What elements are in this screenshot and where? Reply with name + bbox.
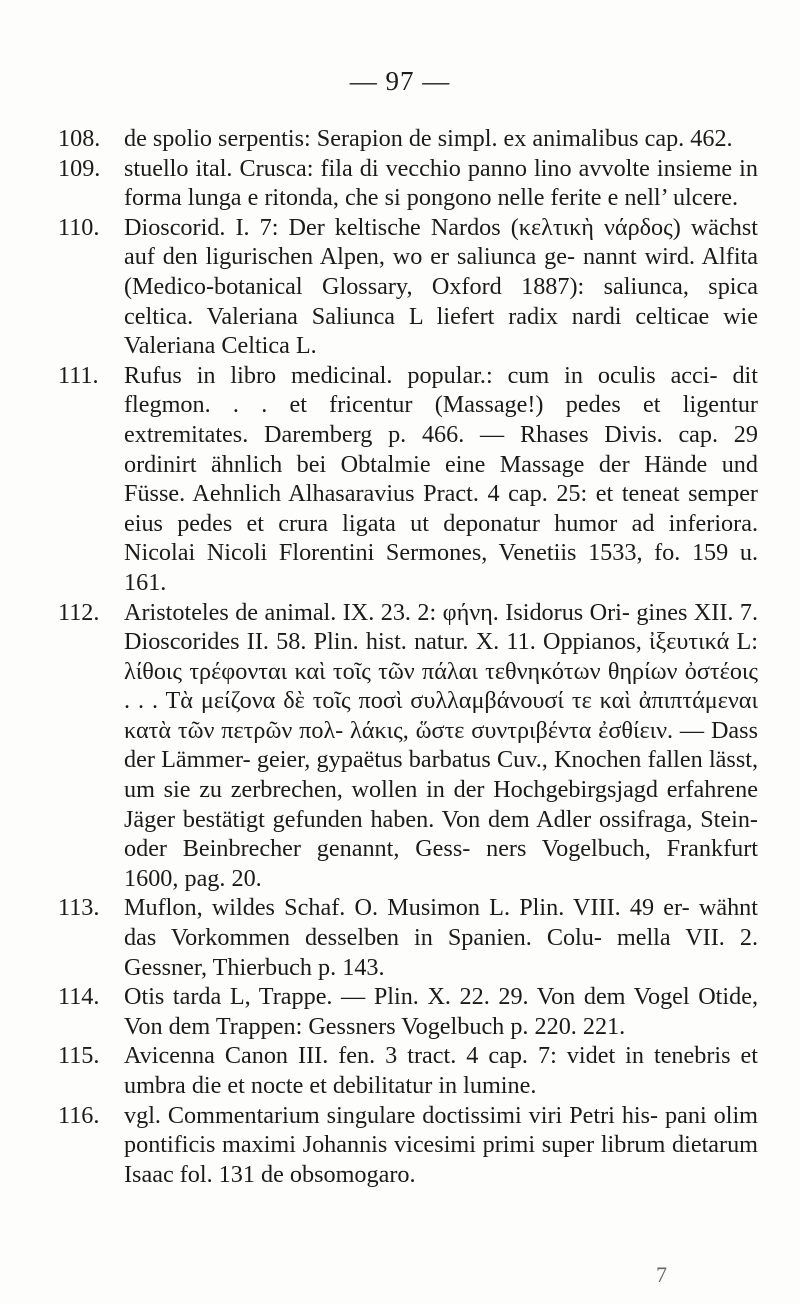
note-text: Aristoteles de animal. IX. 23. 2: φήνη. Isidorus Ori- gines XII. 7. Dioscorides II. 58. Plin. hist. natur. X. 11. Oppianos, ἰξευτικά L: λίθοις τρέφονται καὶ τοῖς τῶν πάλαι τεθνηκότων θηρίων ὀστέοις . . . Τὰ μείζονα δὲ τοῖς ποσὶ συλλαμβάνουσί τε καὶ ἀπιπτάμεναι κατὰ τῶν πετρῶν πολ- λάκις, ὥστε συντριβέντα ἐσθίειν. — Dass der Lämmer- geier, gypaëtus barbatus Cuv., Knochen fallen lässt, um sie zu zerbrechen, wollen in der Hochgebirgsjagd erfahrene Jäger bestätigt gefunden haben. Von dem Adler ossifraga, Stein- oder Beinbrecher genannt, Gess- ners Vogelbuch, Frankfurt 1600, pag. 20.	[124, 598, 758, 892]
note-110	[58, 213, 758, 361]
note-text: Avicenna Canon III. fen. 3 tract. 4 cap. 7: videt in tenebris et umbra die et nocte et debilitatur in lumine.	[124, 1042, 758, 1099]
note-114	[58, 982, 758, 1041]
note-116	[58, 1101, 758, 1190]
notes-list	[58, 124, 758, 1189]
note-number: 114.	[58, 983, 100, 1011]
note-text: Rufus in libro medicinal. popular.: cum in oculis acci- dit flegmon. . . et fricentur (Massage!) pedes et ligentur extremitates. Daremberg p. 466. — Rhases Divis. cap. 29 ordinirt ähnlich bei Obtalmie eine Massage der Hände und Füsse. Aehnlich Alhasaravius Pract. 4 cap. 25: et teneat semper eius pedes et crura ligata ut deponatur humor ad inferiora. Nicolai Nicoli Florentini Sermones, Venetiis 1533, fo. 159 u. 161.	[124, 361, 758, 596]
note-113	[58, 893, 758, 982]
note-number: 109.	[58, 154, 101, 182]
note-115	[58, 1041, 758, 1100]
note-111	[58, 361, 758, 598]
note-number: 111.	[58, 361, 99, 389]
note-number: 115.	[58, 1042, 100, 1070]
note-text: Muflon, wildes Schaf. O. Musimon L. Plin. VIII. 49 er- wähnt das Vorkommen desselben in Spanien. Colu- mella VII. 2. Gessner, Thierbuch p. 143.	[124, 894, 758, 981]
note-number: 108.	[58, 125, 101, 152]
note-number: 110.	[58, 213, 100, 241]
note-number: 112.	[58, 598, 100, 626]
note-text: Dioscorid. I. 7: Der keltische Nardos (κελτικὴ νάρδος) wächst auf den ligurischen Alpen, wo er saliunca ge- nannt wird. Alfita (Medico-botanical Glossary, Oxford 1887): saliunca, spica celtica. Valeriana Saliunca L liefert radix nardi celticae wie Valeriana Celtica L.	[124, 213, 758, 360]
note-number: 116.	[58, 1101, 100, 1129]
note-text: vgl. Commentarium singulare doctissimi viri Petri his- pani olim pontificis maximi Johannis vicesimi primi super librum dietarum Isaac fol. 131 de obsomogaro.	[124, 1101, 758, 1188]
footer-mark: 7	[656, 1262, 667, 1287]
note-text: stuello ital. Crusca: fila di vecchio panno lino avvolte insieme in forma lunga e ritonda, che si pongono nelle ferite e nell’ ulcere.	[124, 154, 758, 212]
note-text: de spolio serpentis: Serapion de simpl. ex animalibus cap. 462.	[124, 125, 733, 152]
note-number: 113.	[58, 894, 100, 922]
note-text: Otis tarda L, Trappe. — Plin. X. 22. 29. Von dem Vogel Otide, Von dem Trappen: Gessners Vogelbuch p. 220. 221.	[124, 983, 758, 1040]
note-109	[58, 154, 758, 213]
page-number: — 97 —	[349, 66, 451, 96]
note-108	[58, 124, 758, 154]
note-112	[58, 598, 758, 894]
